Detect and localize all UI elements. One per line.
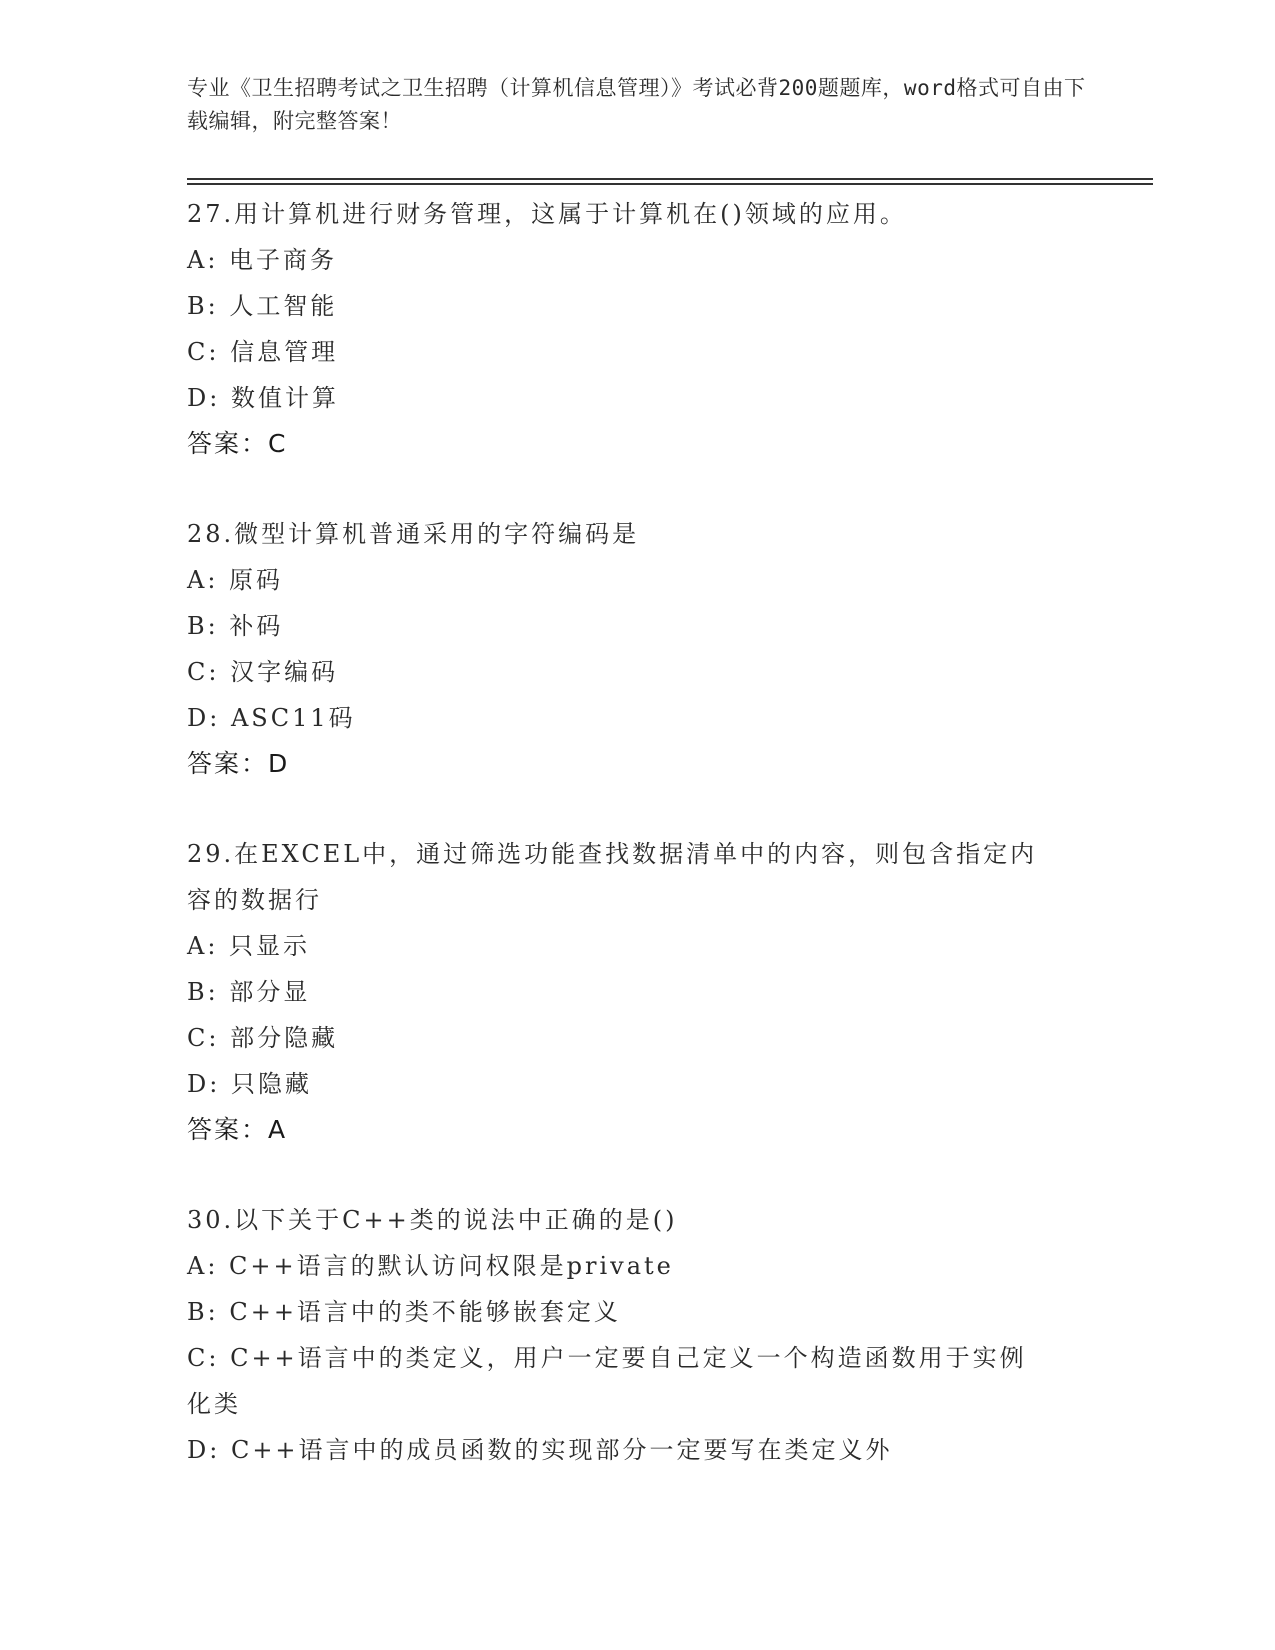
option-c: C: 信息管理 xyxy=(187,338,339,366)
question-stem: 30.以下关于C++类的说法中正确的是() xyxy=(187,1206,678,1234)
option-c-continuation: 化类 xyxy=(187,1390,241,1418)
spacer xyxy=(187,467,1087,511)
header-divider-bottom xyxy=(187,183,1153,185)
option-c: C: C++语言中的类定义，用户一定要自己定义一个构造函数用于实例 xyxy=(187,1344,1027,1372)
spacer xyxy=(187,787,1087,831)
question-stem-continuation: 容的数据行 xyxy=(187,886,322,914)
answer-label: 答案：D xyxy=(187,749,290,778)
header-divider-top xyxy=(187,178,1153,180)
option-d: D: C++语言中的成员函数的实现部分一定要写在类定义外 xyxy=(187,1436,893,1464)
question-stem: 27.用计算机进行财务管理，这属于计算机在()领域的应用。 xyxy=(187,200,907,228)
option-d: D: 只隐藏 xyxy=(187,1070,312,1098)
option-b: B: 人工智能 xyxy=(187,292,338,320)
question-30 xyxy=(187,1197,1087,1473)
option-a: A: 电子商务 xyxy=(187,246,338,274)
option-c: C: 汉字编码 xyxy=(187,658,339,686)
option-a: A: C++语言的默认访问权限是private xyxy=(187,1252,674,1280)
spacer xyxy=(187,1153,1087,1197)
question-list xyxy=(187,191,1087,1473)
option-b: B: C++语言中的类不能够嵌套定义 xyxy=(187,1298,621,1326)
option-c: C: 部分隐藏 xyxy=(187,1024,339,1052)
question-27 xyxy=(187,191,1087,467)
document-header-title: 专业《卫生招聘考试之卫生招聘（计算机信息管理）》考试必背200题题库，word格式可自由下载编辑，附完整答案！ xyxy=(187,76,1086,133)
answer-label: 答案：C xyxy=(187,429,288,458)
question-29 xyxy=(187,831,1087,1153)
option-b: B: 部分显 xyxy=(187,978,311,1006)
question-28 xyxy=(187,511,1087,787)
question-stem: 28.微型计算机普通采用的字符编码是 xyxy=(187,520,640,548)
option-d: D: ASC11码 xyxy=(187,704,356,732)
option-d: D: 数值计算 xyxy=(187,384,339,412)
option-a: A: 原码 xyxy=(187,566,284,594)
option-b: B: 补码 xyxy=(187,612,284,640)
option-a: A: 只显示 xyxy=(187,932,311,960)
answer-label: 答案：A xyxy=(187,1115,288,1144)
question-stem: 29.在EXCEL中，通过筛选功能查找数据清单中的内容，则包含指定内 xyxy=(187,840,1038,868)
